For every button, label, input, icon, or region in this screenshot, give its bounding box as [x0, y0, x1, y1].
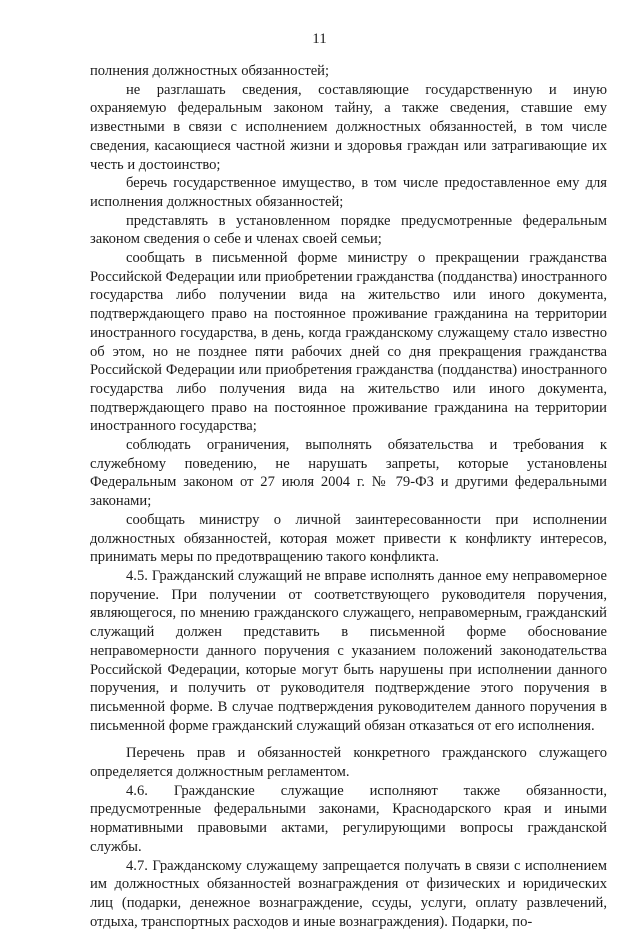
paragraph: сообщать министру о личной заинтересованности при исполнении должностных обязанностей, которая может привести к конфликту интересов, принимать меры по предотвращению такого конфликта. [90, 511, 607, 566]
paragraph: соблюдать ограничения, выполнять обязательства и требования к служебному поведению, не нарушать запреты, которые установлены Федеральным законом от 27 июля 2004 г. № 79-ФЗ и другими федеральными законами; [90, 437, 607, 510]
paragraph: 4.5. Гражданский служащий не вправе исполнять данное ему неправомерное поручение. При получении от соответствующего руководителя поручения, являющегося, по мнению гражданского служащего, неправомерным, гражданский служащий должен представить в письменной форме обоснование неправомерности данного поручения с указанием положений законодательства Российской Федерации, которые могут быть нарушены при исполнении данного поручения, и получить от руководителя подтверждение этого поручения в письменной форме. В случае подтверждения руководителем данного поручения в письменной форме гражданский служащий обязан отказаться от его исполнения. [90, 567, 607, 734]
paragraph: 4.6. Гражданские служащие исполняют также обязанности, предусмотренные федеральными законами, Краснодарского края и иными нормативными правовыми актами, регулирующими вопросы гражданской службы. [90, 782, 607, 855]
page-number: 11 [312, 31, 327, 47]
paragraph: полнения должностных обязанностей; [90, 63, 330, 79]
paragraph: беречь государственное имущество, в том числе предоставленное ему для исполнения должностных обязанностей; [90, 175, 607, 210]
paragraph: 4.7. Гражданскому служащему запрещается получать в связи с исполнением им должностных обязанностей вознаграждения от физических и юридических лиц (подарки, денежное вознаграждение, ссуды, услуги, оплату развлечений, отдыха, транспортных расходов и иные вознаграждения). Подарки, по- [90, 857, 607, 930]
paragraph: представлять в установленном порядке предусмотренные федеральным законом сведения о себе и членах своей семьи; [90, 212, 607, 248]
paragraph: не разглашать сведения, составляющие государственную и иную охраняемую федеральным законом тайну, а также сведения, ставшие ему известными в связи с исполнением должностных обязанностей, в том числе сведения, касающиеся частной жизни и здоровья граждан или затрагивающие их честь и достоинство; [90, 81, 607, 173]
paragraph: Перечень прав и обязанностей конкретного гражданского служащего определяется должностным регламентом. [90, 745, 607, 781]
document-body [90, 62, 607, 931]
paragraph: сообщать в письменной форме министру о прекращении гражданства Российской Федерации или приобретении гражданства (подданства) иностранного государства либо получении вида на жительство или иного документа, подтверждающего право на постоянное проживание гражданина на территории иностранного государства, в день, когда гражданскому служащему стало известно об этом, но не позднее пяти рабочих дней со дня прекращения гражданства Российской Федерации или приобретения гражданства (подданства) иностранного государства либо получения вида на жительство или иного документа, подтверждающего право на постоянное проживание гражданина на территории иностранного государства; [90, 250, 607, 435]
